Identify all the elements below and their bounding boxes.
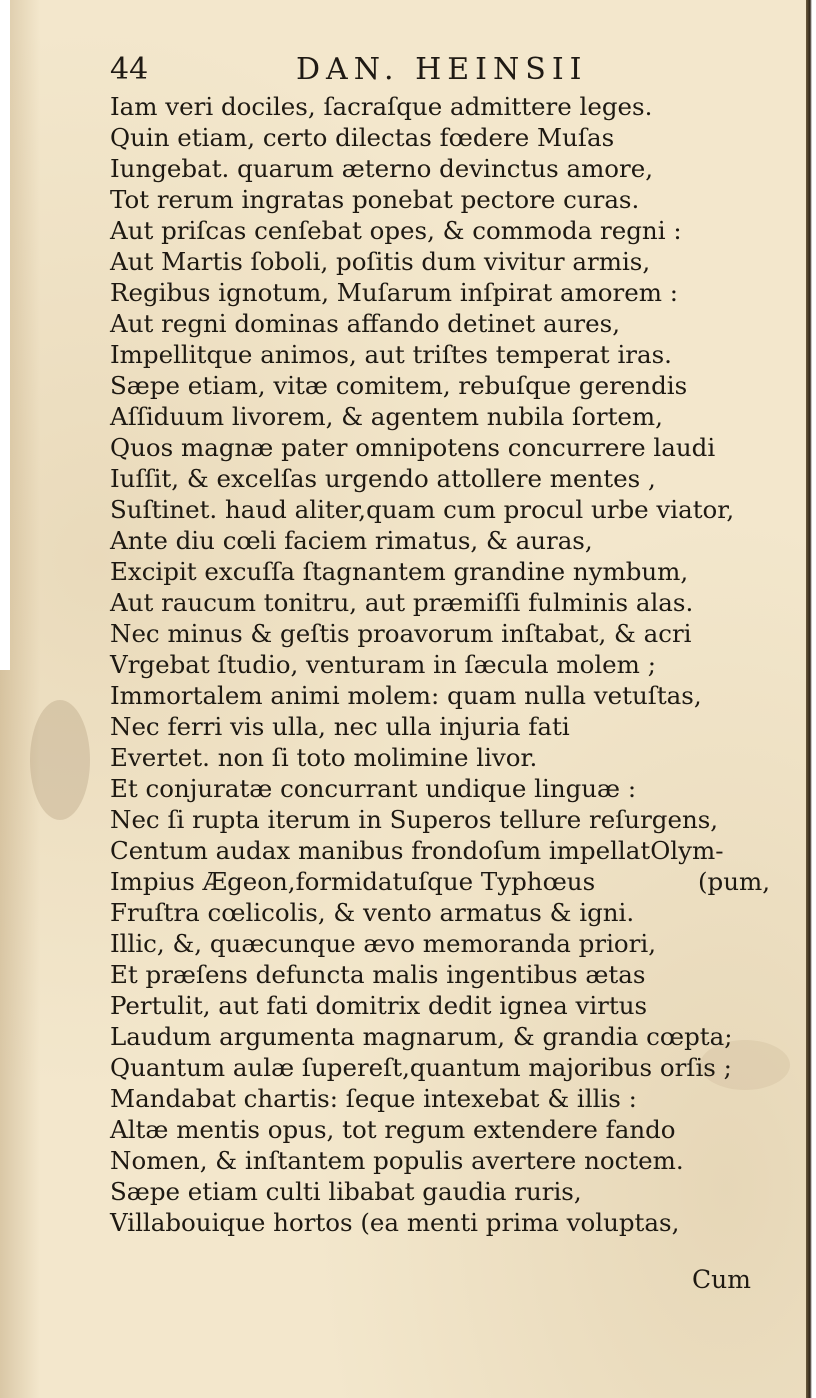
verse-line: Aut priſcas cenſebat opes, & commoda regni : — [110, 216, 682, 245]
verse-line: Nec ſi rupta iterum in Superos tellure reſurgens, — [110, 805, 719, 834]
verse-line: Laudum argumenta magnarum, & grandia cœpta; — [110, 1022, 733, 1051]
verse-line: Et præſens defuncta malis ingentibus ætas — [110, 960, 646, 989]
verse-line: Quantum aulæ ſupereſt,quantum majoribus orſis ; — [110, 1053, 732, 1082]
verse-line: Centum audax manibus frondoſum impellatOlym- — [110, 836, 724, 865]
verse-line: Nomen, & inſtantem populis avertere noctem. — [110, 1146, 684, 1175]
verse-line: Mandabat chartis: ſeque intexebat & illis : — [110, 1084, 637, 1113]
verse-line: Ante diu cœli faciem rimatus, & auras, — [110, 526, 593, 555]
verse-line: Evertet. non ſi toto molimine livor. — [110, 743, 538, 772]
paper-stain — [30, 700, 90, 820]
verse-line: Aut raucum tonitru, aut præmiſſi fulminis alas. — [110, 588, 694, 617]
verse-line: Tot rerum ingratas ponebat pectore curas. — [110, 185, 640, 214]
page-header — [110, 52, 590, 92]
verse-text — [110, 91, 770, 1238]
verse-line: Nec ferri vis ulla, nec ulla injuria fati — [110, 712, 570, 741]
verse-line: Villabouique hortos (ea menti prima voluptas, — [110, 1208, 680, 1237]
verse-line: Suſtinet. haud aliter,quam cum procul urbe viator, — [110, 495, 735, 524]
verse-line: Aut Martis ſoboli, poſitis dum vivitur armis, — [110, 247, 651, 276]
catchword: Cum — [692, 1265, 751, 1294]
page-number: 44 — [110, 52, 149, 87]
line-continuation: (pum, — [697, 867, 770, 896]
running-head: DAN. HEINSII — [296, 52, 588, 87]
verse-line: Sæpe etiam, vitæ comitem, rebuſque gerendis — [110, 371, 688, 400]
verse-line: Impius Ægeon,formidatuſque Typhœus (pum, — [110, 867, 770, 896]
verse-line: Nec minus & geſtis proavorum inſtabat, & acri — [110, 619, 692, 648]
verse-line: Immortalem animi molem: quam nulla vetuſtas, — [110, 681, 702, 710]
verse-line: Iungebat. quarum æterno devinctus amore, — [110, 154, 654, 183]
verse-line: Aut regni dominas affando detinet aures, — [110, 309, 621, 338]
verse-line: Quin etiam, certo dilectas fœdere Muſas — [110, 123, 615, 152]
verse-line: Regibus ignotum, Muſarum inſpirat amorem : — [110, 278, 679, 307]
scan-margin-left — [0, 0, 10, 670]
verse-line: Fruſtra cœlicolis, & vento armatus & igni. — [110, 898, 635, 927]
book-gutter-edge — [806, 0, 816, 1398]
verse-line: Iuſſit, & excelſas urgendo attollere mentes , — [110, 464, 656, 493]
verse-line: Aſſiduum livorem, & agentem nubila ſortem, — [110, 402, 663, 431]
verse-line: Sæpe etiam culti libabat gaudia ruris, — [110, 1177, 582, 1206]
verse-line: Vrgebat ſtudio, venturam in ſæcula molem ; — [110, 650, 656, 679]
verse-line: Impellitque animos, aut triſtes temperat iras. — [110, 340, 672, 369]
verse-line: Et conjuratæ concurrant undique linguæ : — [110, 774, 637, 803]
verse-line: Excipit excuſſa ſtagnantem grandine nymbum, — [110, 557, 689, 586]
verse-line: Iam veri dociles, ſacraſque admittere leges. — [110, 92, 653, 121]
verse-line: Pertulit, aut fati domitrix dedit ignea virtus — [110, 991, 648, 1020]
verse-line: Altæ mentis opus, tot regum extendere fando — [110, 1115, 676, 1144]
verse-line: Illic, &, quæcunque ævo memoranda priori, — [110, 929, 656, 958]
verse-line: Quos magnæ pater omnipotens concurrere laudi — [110, 433, 716, 462]
